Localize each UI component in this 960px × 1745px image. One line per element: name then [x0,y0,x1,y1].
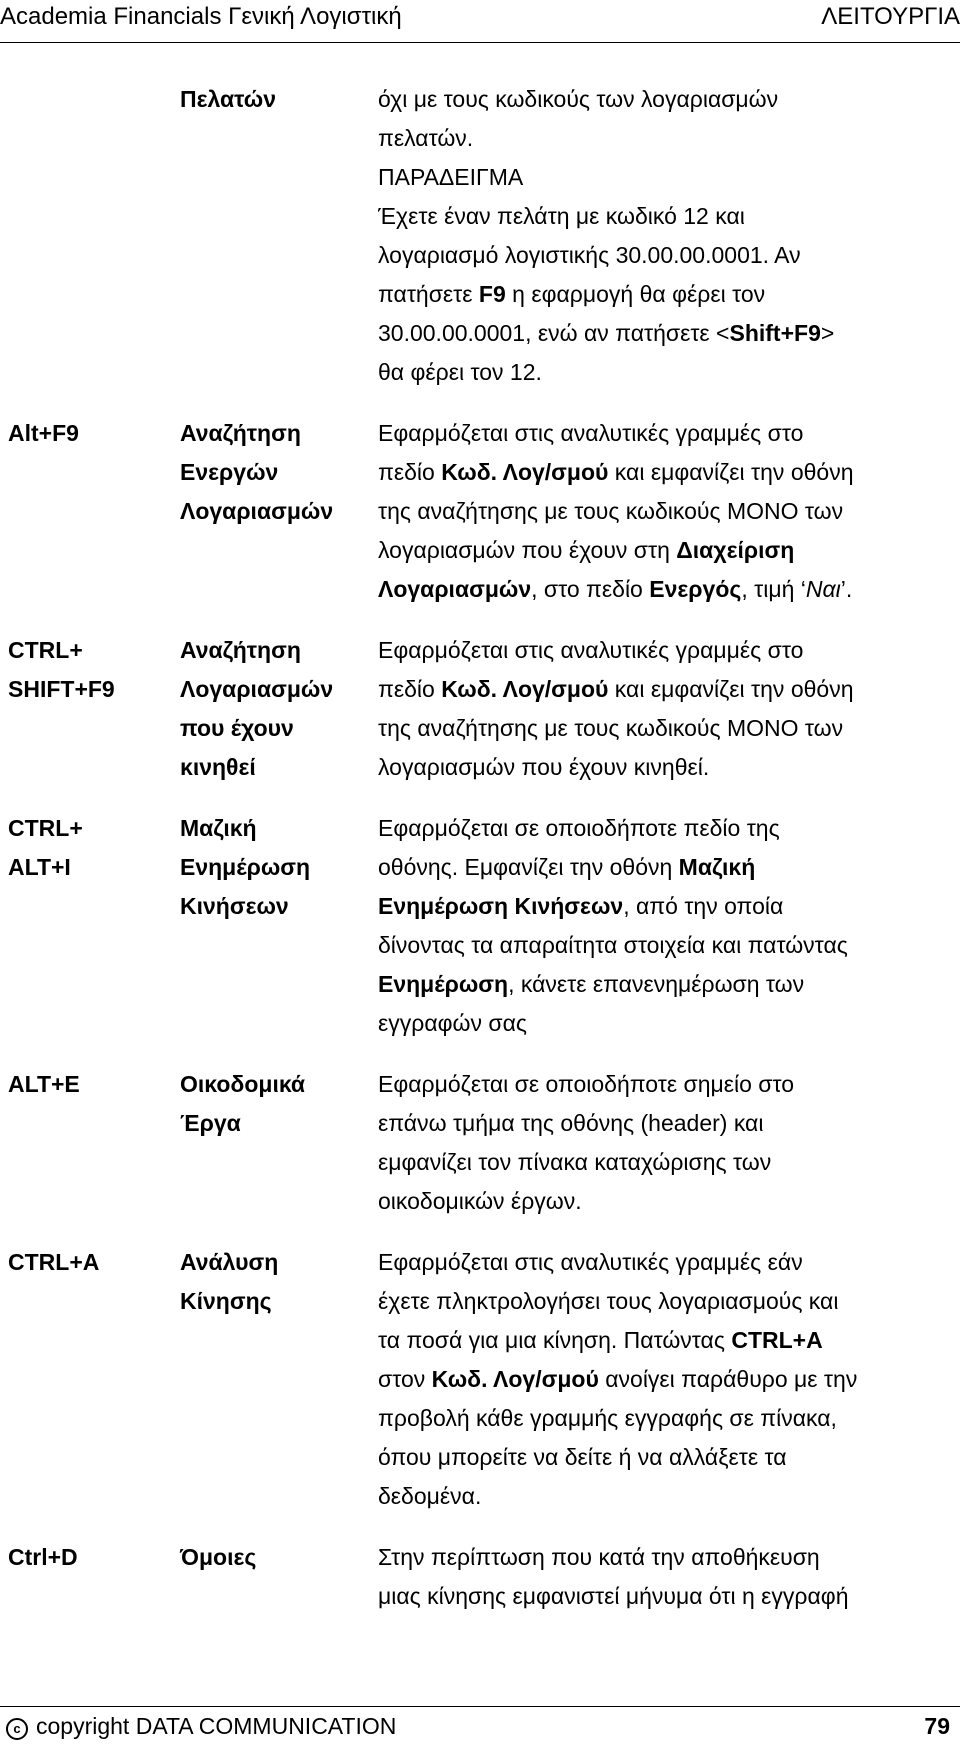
description-text: πεδίο [378,459,442,485]
function-name-line: Πελατών [180,86,277,112]
shortcut-key [0,1243,180,1516]
function-name-line: Αναζήτηση [180,637,301,663]
description-text: οικοδομικών έργων. [378,1188,582,1214]
shortcut-key [0,80,180,392]
description-text: λογαριασμό λογιστικής 30.00.00.0001. Αν [378,242,801,268]
function-name-line: που έχουν [180,715,294,741]
description-text: της αναζήτησης με τους κωδικούς ΜΟΝΟ των [378,498,844,524]
shortcut-key-line: Alt+F9 [8,420,79,446]
description-line [378,1104,960,1143]
description-line [378,1004,960,1043]
function-description [378,1538,960,1616]
description-text: προβολή κάθε γραμμής εγγραφής σε πίνακα, [378,1405,837,1431]
bold-term: Ενεργός [649,576,742,602]
shortcut-key-line: ALT+I [8,854,71,880]
description-text: πατήσετε [378,281,479,307]
description-line [378,1477,960,1516]
description-text: , τιμή ‘ [741,576,806,602]
description-line [378,158,960,197]
description-line [378,848,960,887]
shortcut-row [0,1538,960,1616]
function-name-line: Κινήσεων [180,893,289,919]
description-text: η εφαρμογή θα φέρει τον [505,281,766,307]
description-text: και εμφανίζει την οθόνη [608,676,854,702]
function-name [180,1243,378,1516]
description-line [378,453,960,492]
function-name-line: Έργα [180,1110,241,1136]
italic-term: Ναι [805,576,841,602]
description-text: Στην περίπτωση που κατά την αποθήκευση [378,1544,820,1570]
function-name-line: Μαζική [180,815,257,841]
bold-term: Λογαριασμών [378,576,532,602]
description-line [378,926,960,965]
function-description [378,631,960,787]
shortcut-key-line: CTRL+A [8,1249,100,1275]
description-line [378,353,960,392]
description-line [378,236,960,275]
description-line [378,1143,960,1182]
description-line [378,1538,960,1577]
description-text: μιας κίνησης εμφανιστεί μήνυμα ότι η εγγραφή [378,1583,849,1609]
function-name [180,1538,378,1616]
function-name-line: Αναζήτηση [180,420,301,446]
function-name-line: Ανάλυση [180,1249,279,1275]
description-text: δίνοντας τα απαραίτητα στοιχεία και πατώντας [378,932,848,958]
description-line [378,119,960,158]
description-line [378,631,960,670]
bold-term: Ενημέρωση Κινήσεων [378,893,624,919]
description-text: Έχετε έναν πελάτη με κωδικό 12 και [378,203,745,229]
shortcut-key [0,631,180,787]
function-name [180,80,378,392]
description-line [378,1282,960,1321]
copyright-icon: c [6,1718,28,1740]
function-name-line: Λογαριασμών [180,498,334,524]
description-line [378,809,960,848]
shortcut-key-line: Ctrl+D [8,1544,78,1570]
description-text: στον [378,1366,432,1392]
function-name-line: Ενημέρωση [180,854,311,880]
bold-term: Ενημέρωση [378,971,509,997]
function-name-line: Ενεργών [180,459,279,485]
description-line [378,1243,960,1282]
description-text: λογαριασμών που έχουν κινηθεί. [378,754,710,780]
description-line [378,1577,960,1616]
description-line [378,570,960,609]
shortcut-key-line: ALT+E [8,1071,80,1097]
bold-term: Διαχείριση [676,537,795,563]
shortcut-key-line: CTRL+ [8,815,83,841]
description-line [378,965,960,1004]
description-text: έχετε πληκτρολογήσει τους λογαριασμούς και [378,1288,839,1314]
shortcut-row [0,1243,960,1516]
description-text: ’. [840,576,853,602]
description-text: ανοίγει παράθυρο με την [598,1366,858,1392]
description-text: Εφαρμόζεται σε οποιοδήποτε σημείο στο [378,1071,795,1097]
shortcut-key-line: SHIFT+F9 [8,676,115,702]
description-text: επάνω τμήμα της οθόνης (header) και [378,1110,764,1136]
shortcut-table [0,80,960,1616]
description-text: ΠΑΡΑΔΕΙΓΜΑ [378,164,524,190]
function-name [180,414,378,609]
bold-term: F9 [478,281,506,307]
function-name-line: Λογαριασμών [180,676,334,702]
description-text: της αναζήτησης με τους κωδικούς ΜΟΝΟ των [378,715,844,741]
description-text: , κάνετε επανενημέρωση των [508,971,805,997]
function-description [378,1243,960,1516]
description-text: όχι με τους κωδικούς των λογαριασμών [378,86,779,112]
function-name-line: Οικοδομικά [180,1071,306,1097]
description-text: , από την οποία [623,893,784,919]
bold-term: Shift+F9 [729,320,821,346]
function-name [180,809,378,1043]
description-text: Εφαρμόζεται στις αναλυτικές γραμμές στο [378,420,804,446]
page-number: 79 [924,1713,950,1739]
description-line [378,1321,960,1360]
description-line [378,197,960,236]
shortcut-row [0,80,960,392]
description-text: όπου μπορείτε να δείτε ή να αλλάξετε τα [378,1444,787,1470]
header-divider [0,42,960,43]
function-name-line: Κίνησης [180,1288,272,1314]
function-name-line: Όμοιες [180,1544,257,1570]
description-text: , στο πεδίο [531,576,650,602]
page-header [0,0,960,44]
shortcut-row [0,414,960,609]
description-text: δεδομένα. [378,1483,482,1509]
function-name [180,1065,378,1221]
shortcut-key [0,1065,180,1221]
shortcut-key [0,1538,180,1616]
copyright-text: copyright DATA COMMUNICATION [36,1713,397,1739]
description-text: Εφαρμόζεται στις αναλυτικές γραμμές στο [378,637,804,663]
description-text: πελατών. [378,125,474,151]
description-text: θα φέρει τον 12. [378,359,542,385]
description-text: τα ποσά για μια κίνηση. Πατώντας [378,1327,732,1353]
description-text: Εφαρμόζεται στις αναλυτικές γραμμές εάν [378,1249,803,1275]
footer-divider [0,1706,960,1707]
function-description [378,1065,960,1221]
function-name [180,631,378,787]
description-text: 30.00.00.0001, ενώ αν πατήσετε < [378,320,730,346]
description-line [378,709,960,748]
document-title: Academia Financials Γενική Λογιστική [0,3,402,30]
description-line [378,531,960,570]
bold-term: Μαζική [678,854,756,880]
description-line [378,1360,960,1399]
description-text: εγγραφών σας [378,1010,527,1036]
description-line [378,1399,960,1438]
bold-term: Κωδ. Λογ/σμού [441,676,609,702]
function-description [378,809,960,1043]
copyright-notice [6,1711,396,1741]
description-text: > [820,320,835,346]
description-text: Εφαρμόζεται σε οποιοδήποτε πεδίο της [378,815,780,841]
description-line [378,314,960,353]
function-name-line: κινηθεί [180,754,256,780]
bold-term: Κωδ. Λογ/σμού [441,459,609,485]
function-description [378,414,960,609]
shortcut-row [0,809,960,1043]
description-line [378,887,960,926]
shortcut-row [0,631,960,787]
description-line [378,670,960,709]
description-line [378,1438,960,1477]
description-line [378,80,960,119]
description-line [378,492,960,531]
description-line [378,275,960,314]
shortcut-key-line: CTRL+ [8,637,83,663]
shortcut-key [0,809,180,1043]
description-text: πεδίο [378,676,442,702]
section-title: ΛΕΙΤΟΥΡΓΙΑ [821,3,960,30]
description-line [378,748,960,787]
bold-term: Κωδ. Λογ/σμού [431,1366,599,1392]
page-footer [0,1706,960,1745]
description-line [378,1065,960,1104]
description-text: και εμφανίζει την οθόνη [608,459,854,485]
description-text: λογαριασμών που έχουν στη [378,537,677,563]
description-line [378,414,960,453]
shortcut-row [0,1065,960,1221]
function-description [378,80,960,392]
description-text: οθόνης. Εμφανίζει την οθόνη [378,854,679,880]
description-text: εμφανίζει τον πίνακα καταχώρισης των [378,1149,772,1175]
shortcut-key [0,414,180,609]
bold-term: CTRL+A [731,1327,823,1353]
description-line [378,1182,960,1221]
